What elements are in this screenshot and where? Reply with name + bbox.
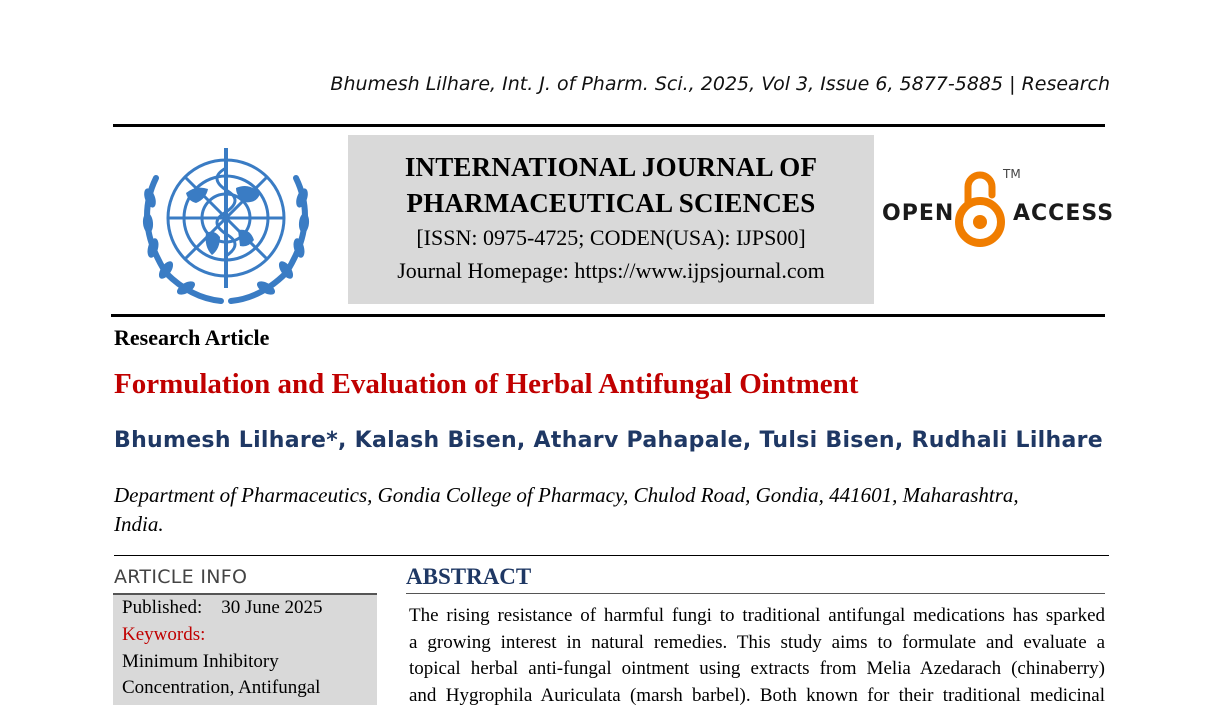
keyword-line: Minimum Inhibitory (122, 651, 279, 673)
abstract-body (409, 603, 1105, 709)
keyword-line: Concentration, Antifungal (122, 677, 320, 699)
abstract-line: a growing interest in natural remedies. This study aims to formulate and evaluate a (409, 630, 1105, 657)
journal-title-line1: INTERNATIONAL JOURNAL OF (348, 149, 874, 185)
open-access-logo (880, 165, 1110, 255)
open-access-trademark: TM (1003, 167, 1021, 181)
journal-emblem-icon (126, 138, 326, 308)
journal-banner (348, 135, 874, 304)
affiliation-line: India. (114, 510, 1104, 539)
section-divider (114, 555, 1109, 556)
article-type: Research Article (114, 325, 269, 351)
published-date: 30 June 2025 (221, 597, 322, 618)
affiliation (114, 481, 1104, 539)
journal-homepage[interactable]: Journal Homepage: https://www.ijpsjournal.com (348, 254, 874, 287)
header-top-rule (113, 124, 1105, 127)
abstract-line: and Hygrophila Auriculata (marsh barbel). Both known for their traditional medicinal (409, 683, 1105, 709)
author-list: Bhumesh Lilhare*, Kalash Bisen, Atharv Pahapale, Tulsi Bisen, Rudhali Lilhare (114, 428, 1103, 453)
running-head: Bhumesh Lilhare, Int. J. of Pharm. Sci., 2025, Vol 3, Issue 6, 5877-5885 | Research (300, 73, 1110, 95)
open-access-lock-icon (954, 165, 1006, 251)
open-access-right-text: ACCESS (1013, 201, 1114, 226)
article-info-heading: ARTICLE INFO (114, 566, 247, 588)
abstract-rule (406, 593, 1105, 594)
open-access-left-text: OPEN (882, 201, 954, 226)
header-bottom-rule (111, 314, 1105, 317)
published-label: Published: (122, 597, 202, 618)
article-title: Formulation and Evaluation of Herbal Antifungal Ointment (114, 368, 858, 401)
article-info-box (113, 595, 377, 705)
journal-title-line2: PHARMACEUTICAL SCIENCES (348, 185, 874, 221)
affiliation-line: Department of Pharmaceutics, Gondia College of Pharmacy, Chulod Road, Gondia, 441601, Maharashtra, (114, 481, 1104, 510)
keywords-label: Keywords: (122, 624, 205, 646)
abstract-line: The rising resistance of harmful fungi to traditional antifungal medications has sparked (409, 603, 1105, 630)
published-row (122, 597, 323, 619)
abstract-line: topical herbal anti-fungal ointment using extracts from Melia Azedarach (chinaberry) (409, 656, 1105, 683)
journal-issn: [ISSN: 0975-4725; CODEN(USA): IJPS00] (348, 221, 874, 254)
abstract-heading: ABSTRACT (406, 564, 531, 590)
